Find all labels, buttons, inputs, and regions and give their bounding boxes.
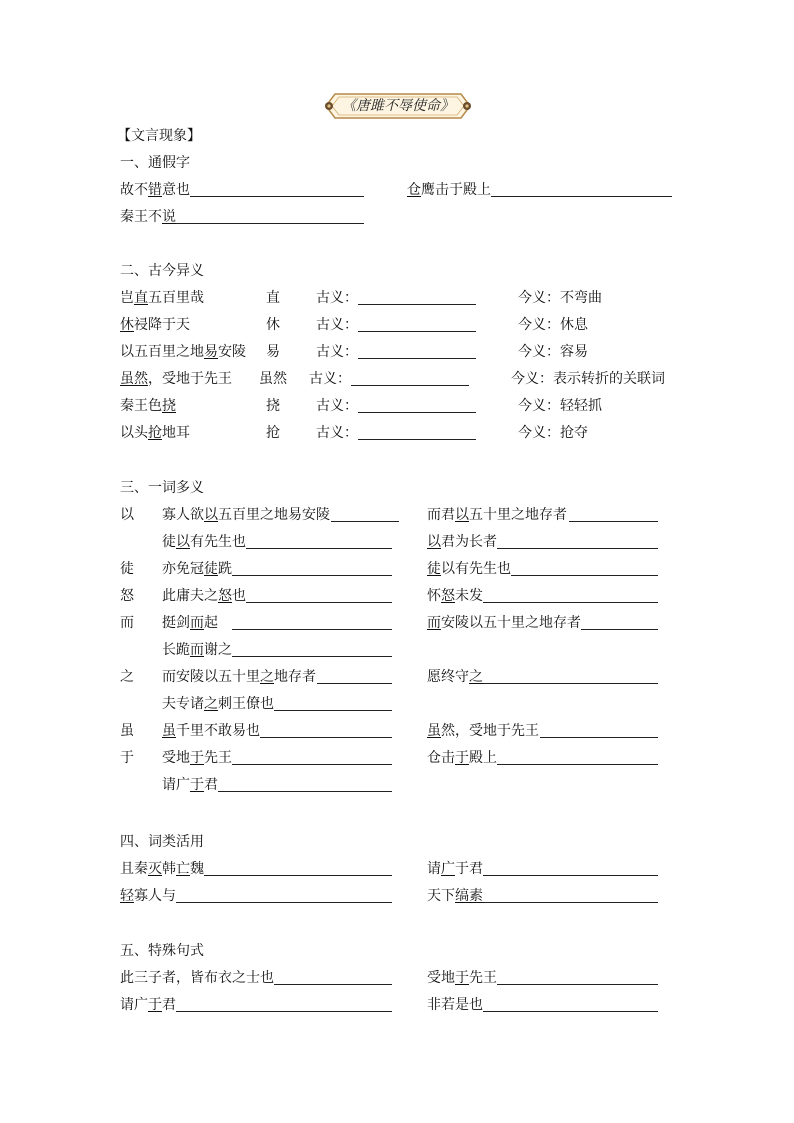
answer-blank[interactable]: [511, 575, 658, 576]
answer-blank[interactable]: [569, 521, 658, 522]
gujin-new-meaning: 今义：表示转折的关联词: [511, 371, 665, 387]
answer-blank[interactable]: [483, 902, 658, 903]
duoyi-right-sentence: 怀怒未发: [427, 588, 483, 604]
duoyi-word-label: 虽: [120, 723, 134, 739]
duoyi-word-label: 怒: [120, 588, 134, 604]
answer-blank[interactable]: [331, 521, 399, 522]
gujin-new-meaning: 今义：抢夺: [518, 425, 588, 441]
duoyi-right-sentence: 而安陵以五十里之地存者: [427, 615, 581, 631]
tongjia-item: 仓鹰击于殿上: [407, 182, 491, 198]
gujin-old-label: 古义：: [309, 371, 351, 387]
duoyi-right-sentence: 愿终守之: [427, 669, 483, 685]
jushi-item: 请广于君: [120, 997, 176, 1013]
section-heading-jushi: 五、特殊句式: [120, 943, 204, 959]
section-heading-duoyi: 三、一词多义: [120, 480, 204, 496]
answer-blank[interactable]: [358, 412, 476, 413]
duoyi-right-sentence: 仓击于殿上: [427, 750, 497, 766]
tongjia-item: 秦王不说: [120, 209, 176, 225]
gujin-sentence: 休祲降于天: [120, 317, 190, 333]
answer-blank[interactable]: [176, 1011, 392, 1012]
gujin-word: 抢: [266, 425, 280, 441]
huoyong-item: 请广于君: [427, 861, 483, 877]
duoyi-left-sentence: 请广于君: [162, 777, 218, 793]
answer-blank[interactable]: [483, 602, 658, 603]
title-banner: [323, 91, 473, 121]
gujin-new-meaning: 今义：休息: [518, 317, 588, 333]
jushi-item: 非若是也: [427, 997, 483, 1013]
section-header: 【文言现象】: [117, 128, 201, 144]
answer-blank[interactable]: [581, 629, 658, 630]
answer-blank[interactable]: [483, 683, 658, 684]
answer-blank[interactable]: [497, 764, 658, 765]
duoyi-right-sentence: 而君以五十里之地存者: [427, 507, 567, 523]
duoyi-left-sentence: 虽千里不敢易也: [162, 723, 260, 739]
gujin-new-meaning: 今义：轻轻抓: [518, 398, 602, 414]
duoyi-left-sentence: 长跪而谢之: [162, 642, 232, 658]
duoyi-word-label: 以: [120, 507, 134, 523]
duoyi-word-label: 而: [120, 615, 134, 631]
answer-blank[interactable]: [190, 196, 364, 197]
section-heading-huoyong: 四、词类活用: [120, 834, 204, 850]
answer-blank[interactable]: [232, 656, 392, 657]
section-heading-gujin: 二、古今异义: [120, 263, 204, 279]
gujin-old-label: 古义：: [316, 425, 358, 441]
duoyi-right-sentence: 虽然，受地于先王: [427, 723, 539, 739]
tongjia-item: 故不错意也: [120, 182, 190, 198]
answer-blank[interactable]: [351, 385, 469, 386]
jushi-item: 此三子者，皆布衣之士也: [120, 970, 274, 986]
gujin-new-meaning: 今义：容易: [518, 344, 588, 360]
gujin-old-label: 古义：: [316, 290, 358, 306]
gujin-old-label: 古义：: [316, 344, 358, 360]
duoyi-left-sentence: 亦免冠徒跣: [162, 561, 232, 577]
answer-blank[interactable]: [540, 737, 658, 738]
huoyong-item: 轻寡人与: [120, 888, 176, 904]
answer-blank[interactable]: [274, 984, 392, 985]
gujin-sentence: 以五百里之地易安陵: [120, 344, 246, 360]
duoyi-left-sentence: 受地于先王: [162, 750, 232, 766]
duoyi-left-sentence: 夫专诸之刺王僚也: [162, 696, 274, 712]
answer-blank[interactable]: [274, 710, 392, 711]
answer-blank[interactable]: [246, 602, 392, 603]
gujin-sentence: 秦王色挠: [120, 398, 176, 414]
answer-blank[interactable]: [232, 575, 392, 576]
answer-blank[interactable]: [260, 737, 392, 738]
duoyi-right-sentence: 以君为长者: [427, 534, 497, 550]
gujin-sentence: 岂直五百里哉: [120, 290, 204, 306]
duoyi-left-sentence: 挺剑而起: [162, 615, 218, 631]
gujin-word: 易: [266, 344, 280, 360]
gujin-new-meaning: 今义：不弯曲: [518, 290, 602, 306]
answer-blank[interactable]: [497, 548, 658, 549]
answer-blank[interactable]: [176, 902, 392, 903]
answer-blank[interactable]: [358, 304, 476, 305]
answer-blank[interactable]: [232, 629, 392, 630]
answer-blank[interactable]: [204, 875, 392, 876]
duoyi-word-label: 徒: [120, 561, 134, 577]
gujin-word: 挠: [266, 398, 280, 414]
answer-blank[interactable]: [491, 196, 672, 197]
duoyi-left-sentence: 寡人欲以五百里之地易安陵: [162, 507, 330, 523]
answer-blank[interactable]: [176, 223, 364, 224]
answer-blank[interactable]: [218, 791, 392, 792]
answer-blank[interactable]: [483, 1011, 658, 1012]
duoyi-left-sentence: 此庸夫之怒也: [162, 588, 246, 604]
gujin-old-label: 古义：: [316, 317, 358, 333]
gujin-old-label: 古义：: [316, 398, 358, 414]
gujin-sentence: 虽然，受地于先王: [120, 371, 232, 387]
huoyong-item: 且秦灭韩亡魏: [120, 861, 204, 877]
answer-blank[interactable]: [246, 548, 392, 549]
page-title: 《唐雎不辱使命》: [342, 98, 454, 114]
gujin-word: 休: [266, 317, 280, 333]
gujin-sentence: 以头抢地耳: [120, 425, 190, 441]
answer-blank[interactable]: [232, 764, 392, 765]
duoyi-right-sentence: 徒以有先生也: [427, 561, 511, 577]
answer-blank[interactable]: [358, 358, 476, 359]
duoyi-left-sentence: 徒以有先生也: [162, 534, 246, 550]
answer-blank[interactable]: [358, 439, 476, 440]
answer-blank[interactable]: [317, 683, 392, 684]
duoyi-word-label: 之: [120, 669, 134, 685]
section-heading-tongjia: 一、通假字: [120, 155, 190, 171]
gujin-word: 虽然: [259, 371, 287, 387]
jushi-item: 受地于先王: [427, 970, 497, 986]
answer-blank[interactable]: [483, 875, 658, 876]
huoyong-item: 天下缟素: [427, 888, 483, 904]
duoyi-word-label: 于: [120, 750, 134, 766]
answer-blank[interactable]: [497, 984, 658, 985]
answer-blank[interactable]: [358, 331, 476, 332]
gujin-word: 直: [266, 290, 280, 306]
duoyi-left-sentence: 而安陵以五十里之地存者: [162, 669, 316, 685]
